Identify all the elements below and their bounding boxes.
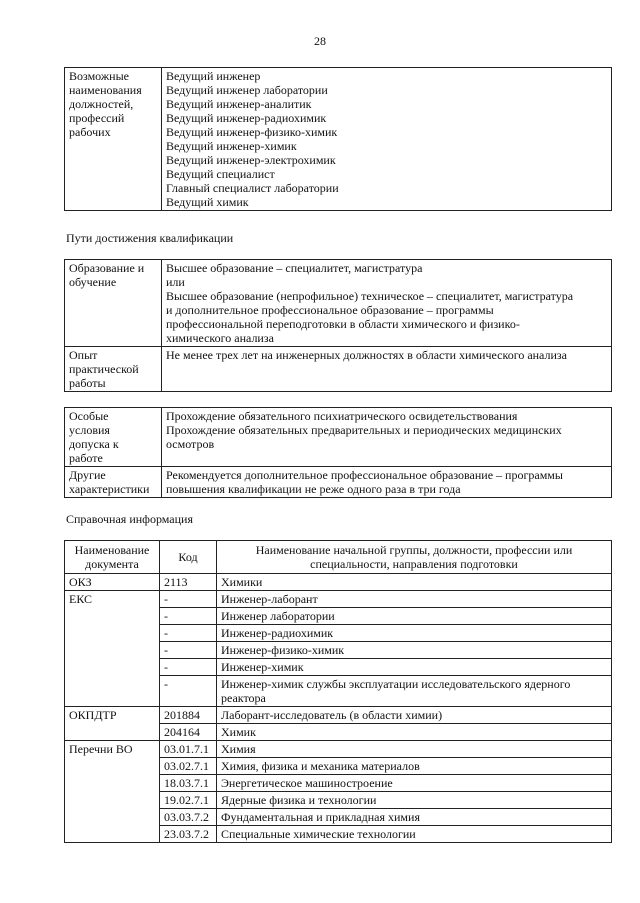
reference-table — [64, 540, 612, 843]
special-conditions-label: Особые условия допуска к работе — [65, 408, 162, 467]
table-row: 18.03.7.1 Энергетическое машиностроение — [65, 775, 612, 792]
table-row: 23.03.7.2 Специальные химические технологии — [65, 826, 612, 843]
experience-text: Не менее трех лет на инженерных должностях в области химического анализа — [162, 347, 612, 392]
reference-header-row — [65, 541, 612, 574]
position-item: Ведущий инженер-аналитик — [166, 97, 312, 111]
conditions-table — [64, 407, 612, 498]
table-row: 03.02.7.1 Химия, физика и механика материалов — [65, 758, 612, 775]
other-characteristics-label: Другие характеристики — [65, 467, 162, 498]
doc-header: Наименование документа — [65, 541, 160, 574]
reference-title: Справочная информация — [66, 512, 193, 526]
positions-list — [162, 68, 612, 211]
table-row: 204164 Химик — [65, 724, 612, 741]
position-item: Ведущий инженер-физико-химик — [166, 125, 338, 139]
table-row: - Инженер-физико-химик — [65, 642, 612, 659]
name-header: Наименование начальной группы, должности, профессии или специальности, направления подготовки — [217, 541, 612, 574]
education-label: Образование и обучение — [65, 260, 162, 347]
other-characteristics-text: Рекомендуется дополнительное профессиональное образование – программы повышения квалификации не реже одного раза в три года — [162, 467, 612, 498]
table-row: - Инженер-химик — [65, 659, 612, 676]
position-item: Ведущий химик — [166, 195, 249, 209]
positions-label: Возможные наименования должностей, профессий рабочих — [65, 68, 162, 211]
position-item: Ведущий инженер-химик — [166, 139, 297, 153]
qualification-table — [64, 259, 612, 392]
experience-label: Опыт практической работы — [65, 347, 162, 392]
table-row: 03.03.7.2 Фундаментальная и прикладная химия — [65, 809, 612, 826]
position-item: Ведущий инженер-электрохимик — [166, 153, 336, 167]
table-row: - Инженер-химик службы эксплуатации исследовательского ядерного реактора — [65, 676, 612, 707]
positions-table — [64, 67, 612, 211]
position-item: Ведущий специалист — [166, 167, 275, 181]
table-row: Перечни ВО 03.01.7.1 Химия — [65, 741, 612, 758]
special-conditions-text: Прохождение обязательного психиатрического освидетельствования Прохождение обязательных предварительных и периодических медицинских осмотров — [162, 408, 612, 467]
table-row: ОКПДТР 201884 Лаборант-исследователь (в области химии) — [65, 707, 612, 724]
qualification-title: Пути достижения квалификации — [66, 231, 234, 245]
position-item: Ведущий инженер — [166, 69, 261, 83]
table-row: 19.02.7.1 Ядерные физика и технологии — [65, 792, 612, 809]
page-number: 28 — [314, 34, 326, 48]
position-item: Ведущий инженер-радиохимик — [166, 111, 327, 125]
table-row: - Инженер-радиохимик — [65, 625, 612, 642]
position-item: Главный специалист лаборатории — [166, 181, 339, 195]
code-header: Код — [160, 541, 217, 574]
table-row: ОКЗ 2113 Химики — [65, 574, 612, 591]
position-item: Ведущий инженер лаборатории — [166, 83, 328, 97]
table-row: ЕКС - Инженер-лаборант — [65, 591, 612, 608]
education-text: Высшее образование – специалитет, магистратура или Высшее образование (непрофильное) техническое – специалитет, магистратура и дополнительное профессиональное образование – программы профессиональной переподготовки в области химического и физико- химического анализа — [162, 260, 612, 347]
table-row: - Инженер лаборатории — [65, 608, 612, 625]
